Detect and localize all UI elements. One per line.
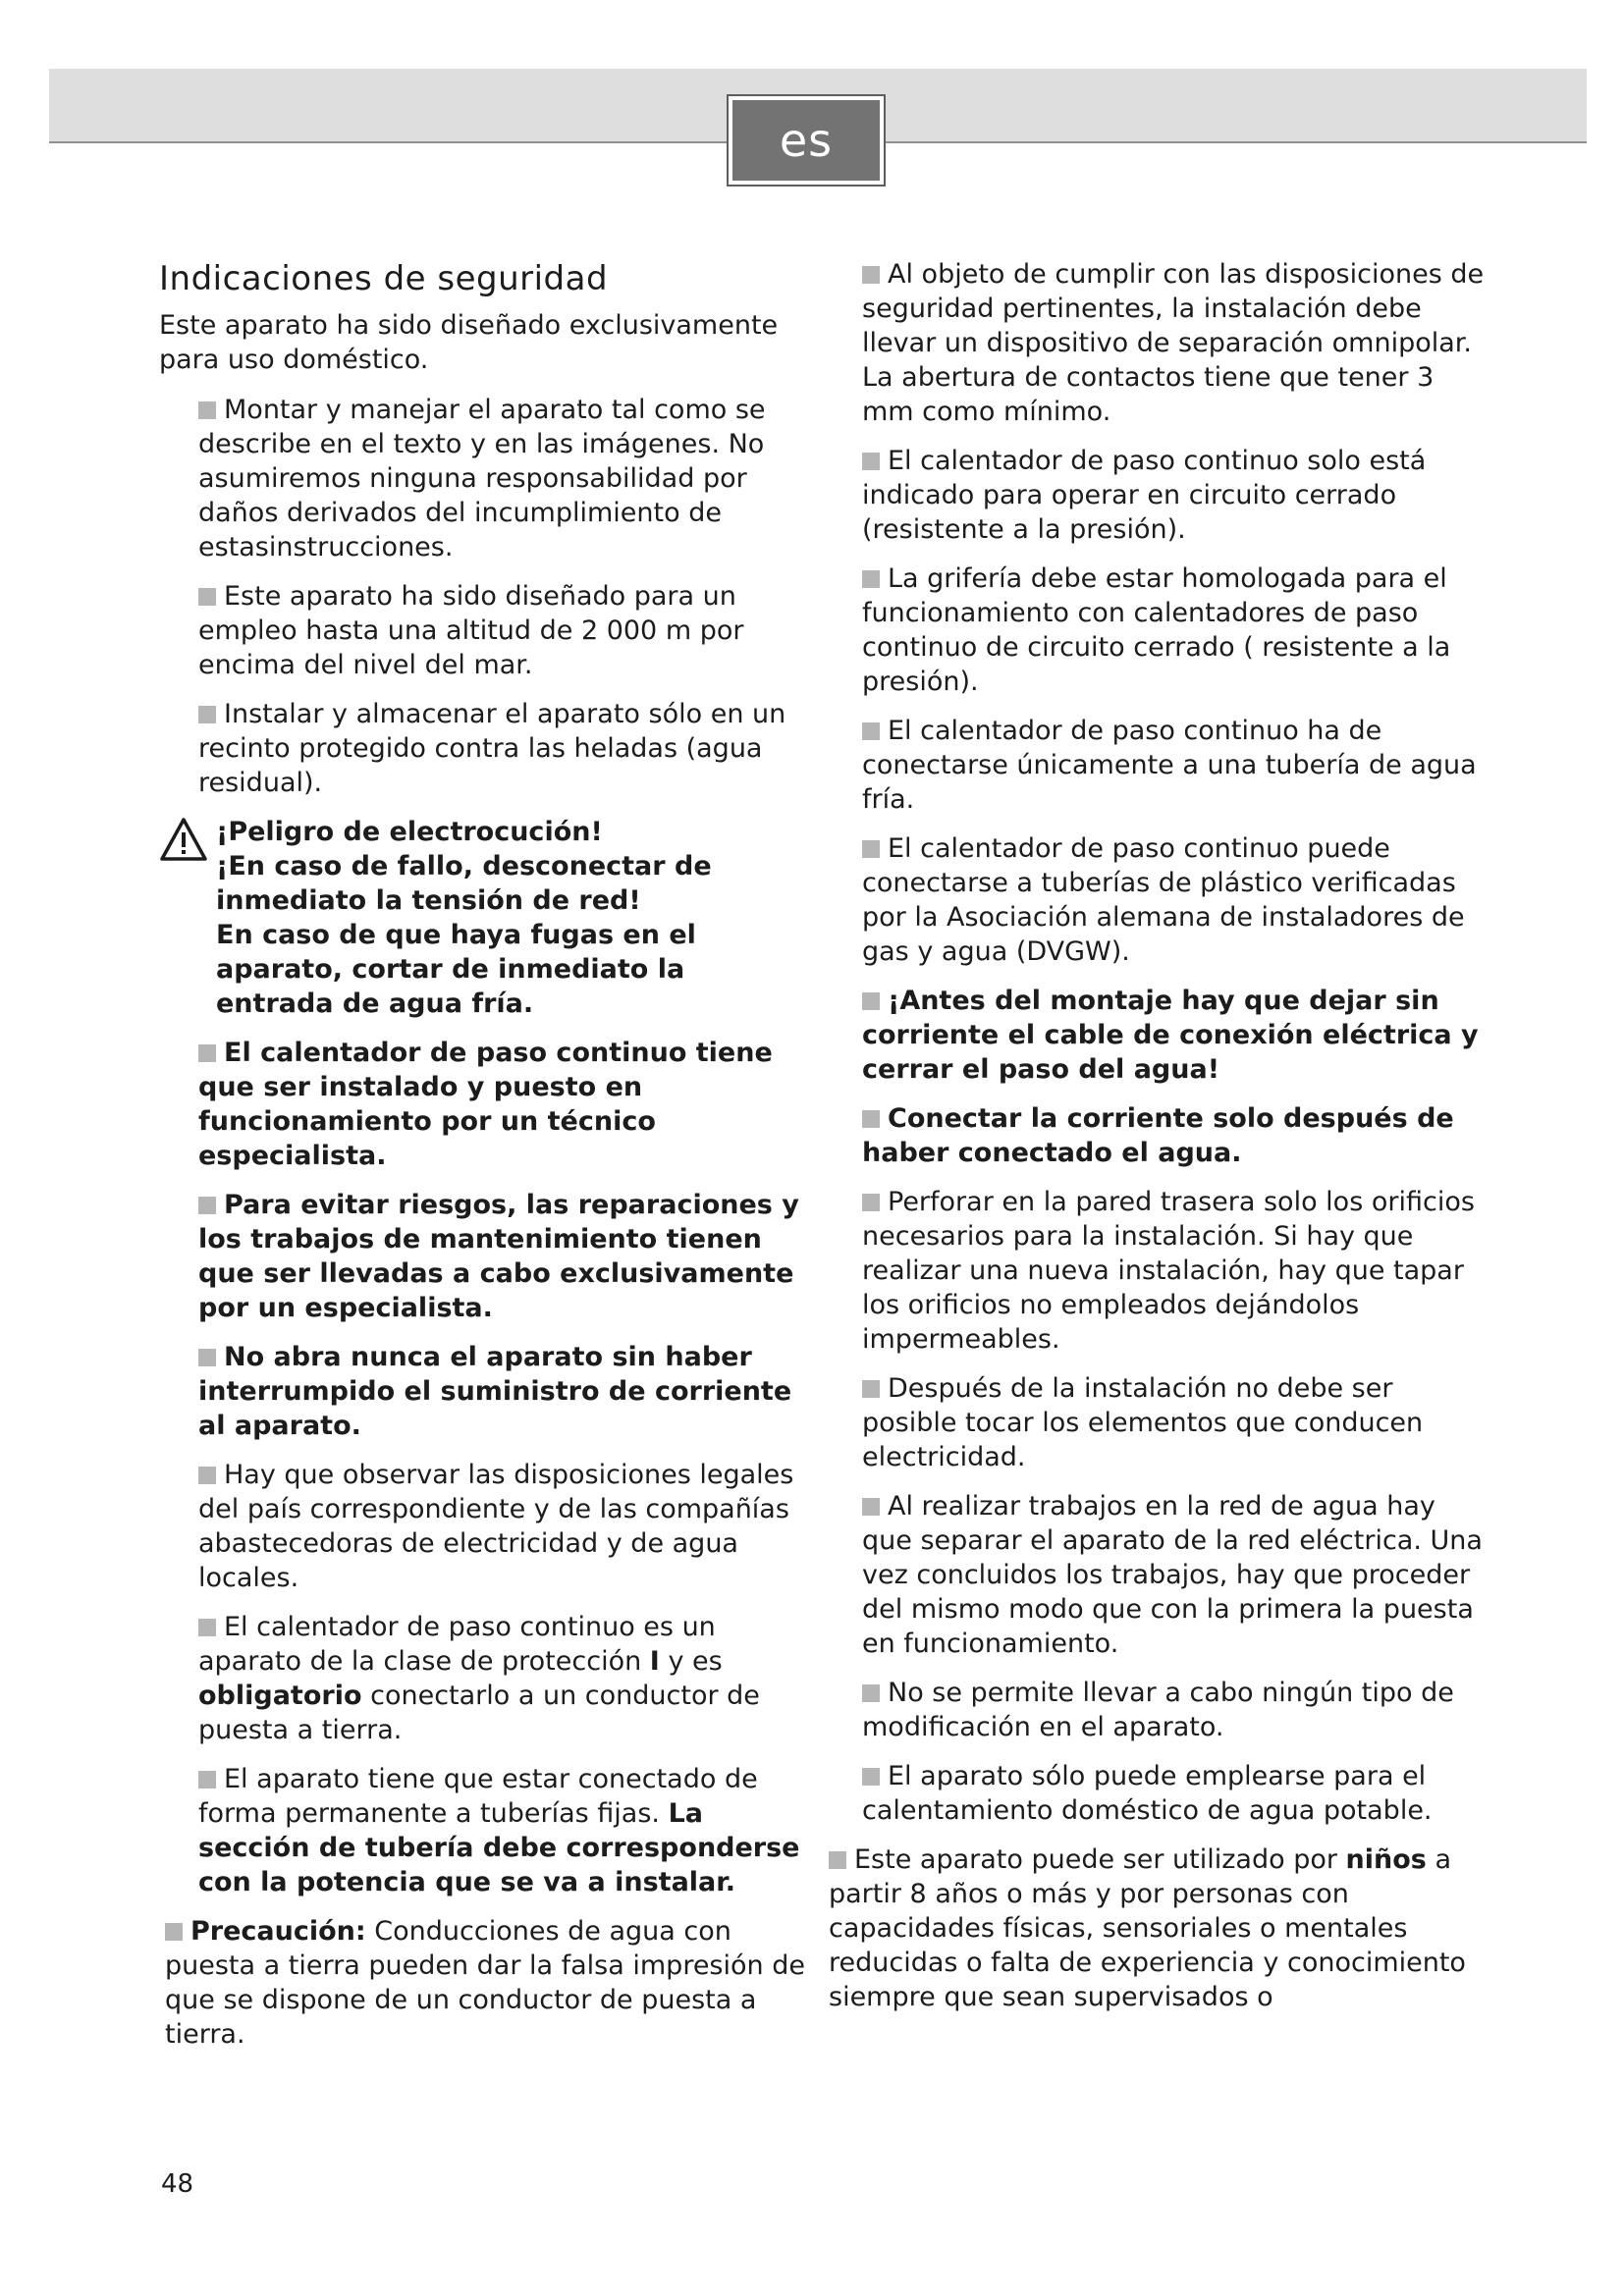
warning-line: ¡En caso de fallo, desconectar de inmediato la tensión de red!: [216, 851, 712, 916]
safety-item: ¡Antes del montaje hay que dejar sin corriente el cable de conexión eléctrica y cerrar el paso del agua!: [862, 986, 1479, 1085]
safety-item: El calentador de paso continuo tiene que ser instalado y puesto en funcionamiento por un técnico especialista.: [198, 1038, 773, 1171]
bullet-square-icon: [198, 1197, 216, 1214]
safety-item: El calentador de paso continuo es un aparato de la clase de protección I y es obligatorio conectarlo a un conductor de puesta a tierra.: [198, 1612, 760, 1745]
bullet-square-icon: [862, 1684, 880, 1702]
safety-item: El aparato sólo puede emplearse para el calentamiento doméstico de agua potable.: [862, 1761, 1433, 1826]
bullet-square-icon: [165, 1923, 183, 1941]
warning-line: ¡Peligro de electrocución!: [216, 817, 603, 847]
safety-item: Al realizar trabajos en la red de agua hay que separar el aparato de la red eléctrica. Una vez concluidos los trabajos, hay que proceder del mismo modo que con la primera la puesta en funcionamiento.: [862, 1491, 1483, 1659]
bullet-square-icon: [198, 1044, 216, 1062]
right-column: [829, 257, 1490, 2029]
language-tab: [727, 94, 886, 187]
safety-item: Instalar y almacenar el aparato sólo en un recinto protegido contra las heladas (agua residual).: [198, 699, 786, 798]
safety-item: No se permite llevar a cabo ningún tipo de modificación en el aparato.: [862, 1678, 1454, 1742]
bullet-square-icon: [862, 266, 880, 284]
bullet-square-icon: [862, 1194, 880, 1211]
bullet-square-icon: [198, 588, 216, 606]
safety-item: Al objeto de cumplir con las disposiciones de seguridad pertinentes, la instalación debe llevar un dispositivo de separación omnipolar. La abertura de contactos tiene que tener 3 mm como mínimo.: [862, 259, 1485, 427]
bullet-square-icon: [198, 1349, 216, 1366]
bullet-square-icon: [862, 453, 880, 470]
bullet-square-icon: [198, 1771, 216, 1789]
bullet-square-icon: [862, 722, 880, 740]
bullet-square-icon: [198, 1467, 216, 1484]
language-code: es: [732, 100, 880, 181]
page-number: 48: [161, 2169, 194, 2199]
safety-item: Precaución: Conducciones de agua con puesta a tierra pueden dar la falsa impresión de que se dispone de un conductor de puesta a tierra.: [165, 1916, 805, 2050]
safety-item: Este aparato ha sido diseñado para un empleo hasta una altitud de 2 000 m por encima del nivel del mar.: [198, 581, 744, 680]
warning-line: En caso de que haya fugas en el aparato, cortar de inmediato la entrada de agua fría.: [216, 920, 696, 1019]
bullet-square-icon: [829, 1851, 846, 1869]
safety-item: Hay que observar las disposiciones legales del país correspondiente y de las compañías abastecedoras de electricidad y de agua locales.: [198, 1460, 794, 1593]
safety-item: La grifería debe estar homologada para el funcionamiento con calentadores de paso continuo de circuito cerrado ( resistente a la presión).: [862, 563, 1451, 697]
bullet-square-icon: [862, 1768, 880, 1786]
safety-item: El calentador de paso continuo ha de conectarse únicamente a una tubería de agua fría.: [862, 716, 1477, 815]
bullet-square-icon: [862, 1380, 880, 1398]
bullet-square-icon: [862, 570, 880, 588]
warning-triangle-icon: [159, 817, 208, 862]
bullet-square-icon: [862, 992, 880, 1010]
safety-item: Este aparato puede ser utilizado por niños a partir 8 años o más y por personas con capacidades físicas, sensoriales o mentales reducidas o falta de experiencia y conocimiento siempre que sean supervisados o: [829, 1844, 1466, 2012]
safety-item: Conectar la corriente solo después de haber conectado el agua.: [862, 1103, 1454, 1168]
safety-item: El calentador de paso continuo puede conectarse a tuberías de plástico verificadas por la Asociación alemana de instaladores de gas y agua (DVGW).: [862, 833, 1465, 967]
bullet-square-icon: [198, 706, 216, 723]
safety-item: Perforar en la pared trasera solo los orificios necesarios para la instalación. Si hay que realizar una nueva instalación, hay que tapar los orificios no empleados dejándolos impermeables.: [862, 1187, 1475, 1355]
safety-item: El aparato tiene que estar conectado de forma permanente a tuberías fijas. La sección de tubería debe corresponderse con la potencia que se va a instalar.: [198, 1764, 800, 1897]
electrocution-warning: [159, 815, 805, 1021]
left-column: [159, 257, 805, 2066]
bullet-square-icon: [198, 401, 216, 419]
bullet-square-icon: [862, 1498, 880, 1516]
intro-text: Este aparato ha sido diseñado exclusivamente para uso doméstico.: [159, 310, 779, 375]
safety-item: No abra nunca el aparato sin haber interrumpido el suministro de corriente al aparato.: [198, 1342, 792, 1441]
bullet-square-icon: [862, 840, 880, 858]
safety-item: Montar y manejar el aparato tal como se describe en el texto y en las imágenes. No asumiremos ninguna responsabilidad por daños derivados del incumplimiento de estasinstrucciones.: [198, 395, 766, 562]
safety-item: El calentador de paso continuo solo está indicado para operar en circuito cerrado (resistente a la presión).: [862, 446, 1427, 545]
safety-item: Después de la instalación no debe ser posible tocar los elementos que conducen electricidad.: [862, 1373, 1424, 1472]
safety-item: Para evitar riesgos, las reparaciones y los trabajos de mantenimiento tienen que ser llevadas a cabo exclusivamente por un especialista.: [198, 1190, 799, 1323]
bullet-square-icon: [862, 1110, 880, 1128]
bullet-square-icon: [198, 1619, 216, 1636]
section-title: Indicaciones de seguridad: [159, 259, 609, 298]
